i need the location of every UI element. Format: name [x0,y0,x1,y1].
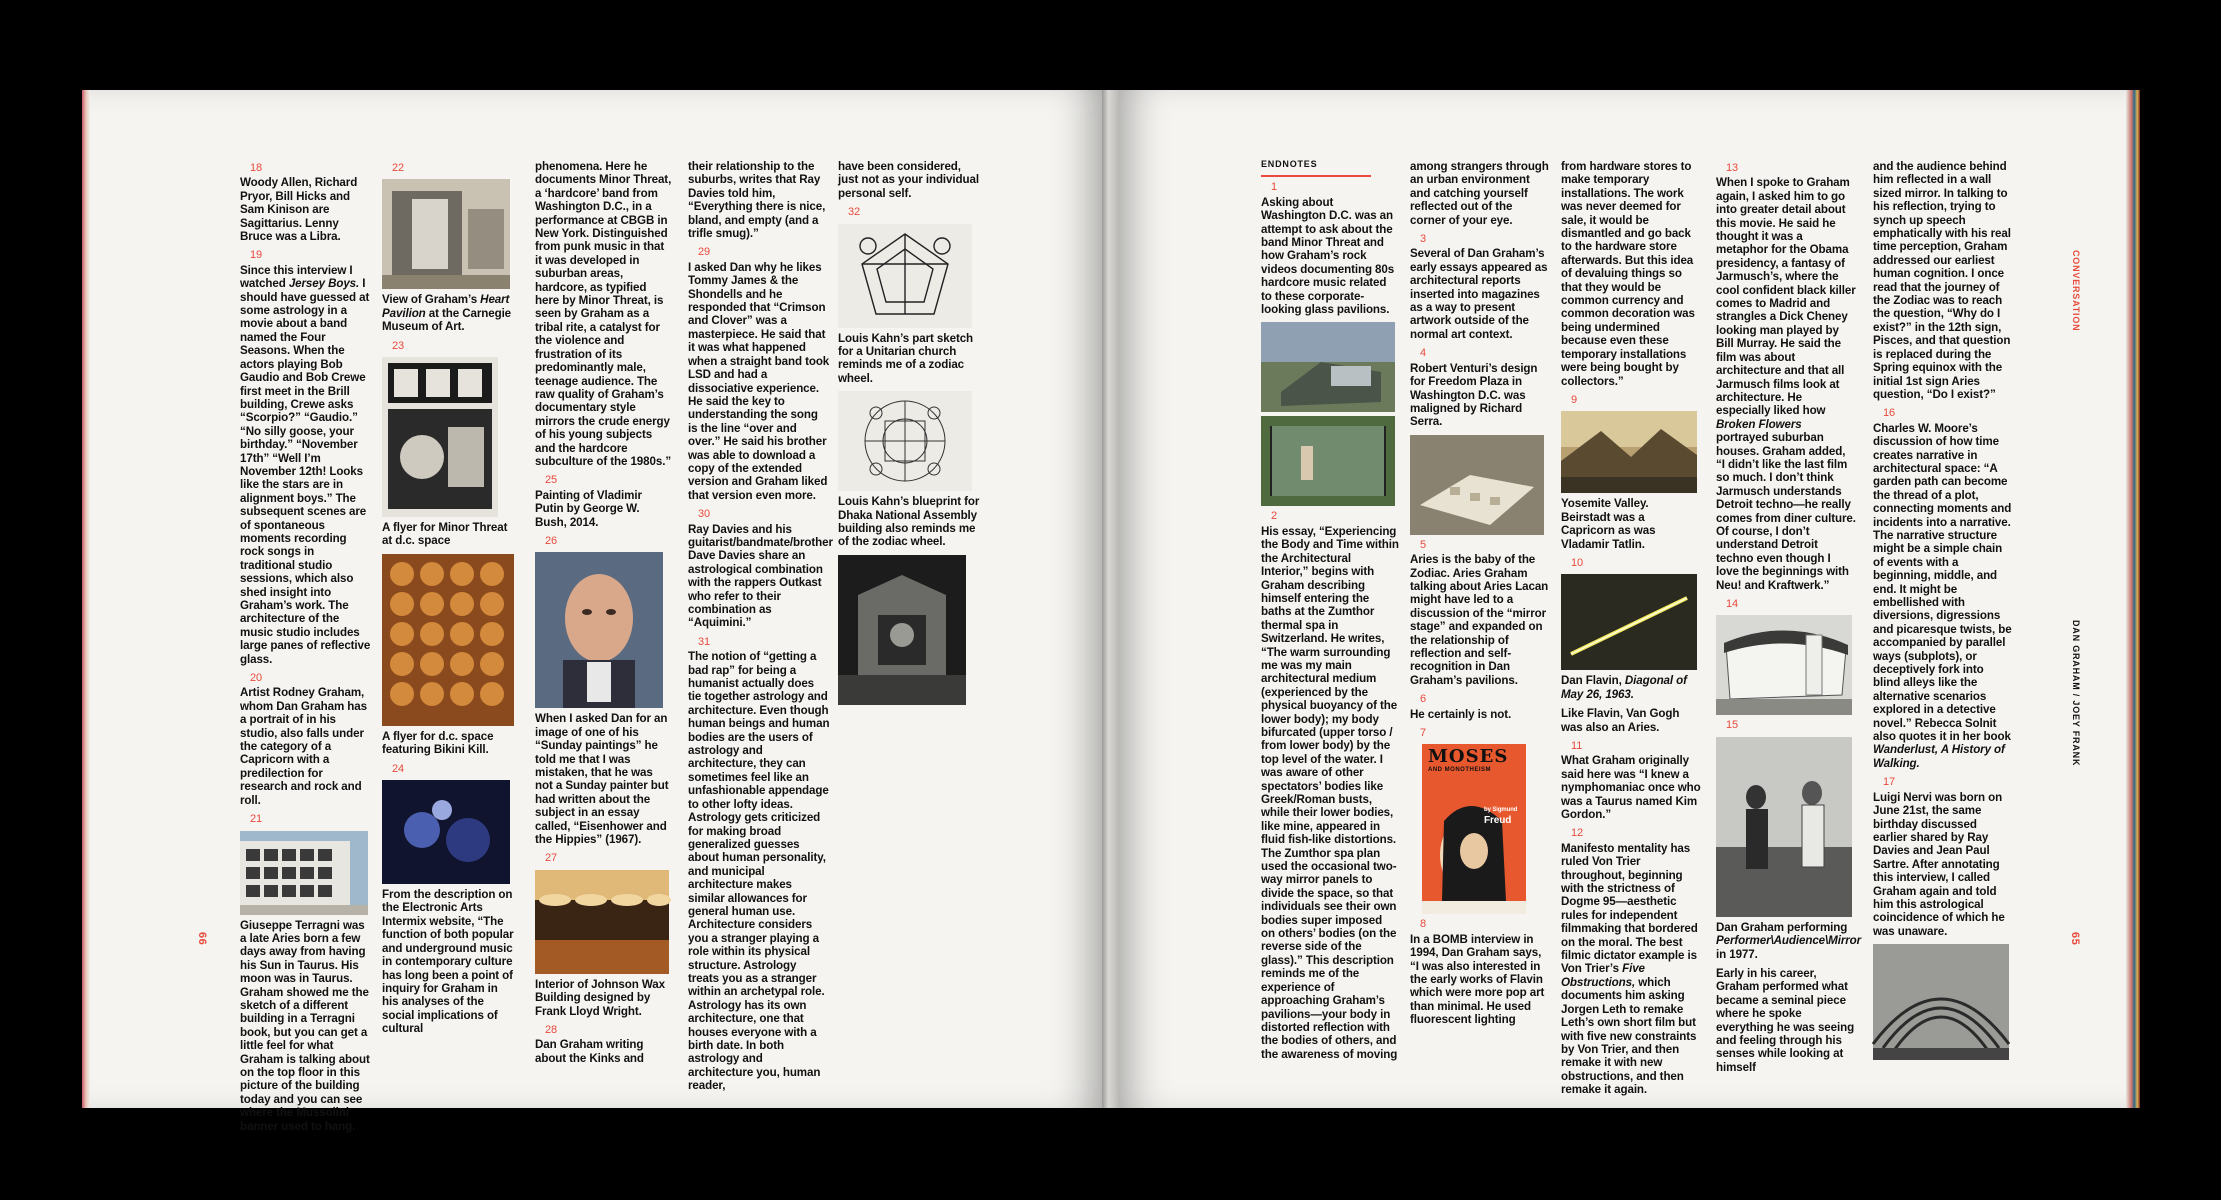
note-text: The notion of “getting a bad rap” for being a humanist actually does tie together astrology and architecture. Even though human beings and human bodies are the users of astrology and architecture, they can sometimes feel like an unfashionable appendage to other lofty ideas. Astrology gets criticized for making broad generalized guesses about human personality, and municipal architecture makes similar allowances for general human use. Architecture considers you a stranger playing a role within its physical structure. Astrology treats you as a stranger within an archetypal role. Astrology has its own architecture, one that houses everyone with a birth date. In both astrology and architecture you, human reader, [688,650,830,1093]
page-number-right: 65 [2069,932,2081,946]
ronchamp-chapel-photo [1716,615,1852,715]
note-number: 22 [392,162,405,174]
note-text: Ray Davies and his guitarist/bandmate/brother Dave Davies share an astrological combination with the rappers Outkast who refer to their combination as “Aquimini.” [688,522,833,630]
note-text: Giuseppe Terragni was a late Aries born a few days away from having his Sun in Taurus. His moon was in Taurus. Graham showed me the sketch of a different building in a Terragni book, but you can get a little feel for what Graham is talking about on the top floor in this picture of the building today and you can see where the Mussolini banner used to hang. [240,918,370,1133]
note-text: Several of Dan Graham’s early essays appeared as architectural reports inserted into magazines as a way to present artwork outside of the normal art context. [1410,247,1548,341]
note-text: Aries is the baby of the Zodiac. Aries Graham talking about Aries Lacan might have led to a discussion of the “mirror stage” and expanded on the relationship of reflection and self-recognition in Dan Graham’s pavilions. [1410,553,1549,687]
note-number: 9 [1571,393,1578,406]
endnotes-heading: ENDNOTES [1261,158,1371,177]
note-text: have been considered, just not as your individual personal self. [838,160,979,200]
note-number: 24 [392,762,405,775]
note-number: 13 [1726,162,1739,174]
note-number: 12 [1571,827,1584,840]
note-text: Artist Rodney Graham, whom Dan Graham has a portrait of in his studio, also falls under the category of a Capricorn with a predilection for research and rock and roll. [240,686,367,807]
running-head-authors: DAN GRAHAM / JOEY FRANK [2071,620,2081,767]
bikini-kill-flyer [382,554,514,726]
note-number: 26 [545,534,558,547]
right-column-2 [1410,160,1550,1033]
note-text: Since this interview I watched Jersey Boys. I should have guessed at some astrology in a movie about a band named the Four Seasons. When the actors playing Bob Gaudio and Bob Crewe first meet in the Brill building, Crewe asks “Scorpio?” “Gaudio.” “No silly goose, your birthday.” “November 17th” “Well I’m November 12th! Looks like the stars are in alignment boys.” The subsequent scenes are of spontaneous moments recording rock songs in traditional studio sessions, which also shed insight into Graham’s work. The architecture of the music studio includes large panes of reflective glass. [240,263,371,666]
moses-monotheism-book-cover [1422,744,1526,914]
note-number: 11 [1571,739,1583,752]
image-caption: View of Graham’s Heart Pavilion at the Carnegie Museum of Art. [382,293,512,334]
note-text: phenomena. Here he documents Minor Threat, a ‘hardcore’ band from Washington D.C., in a performance at CBGB in New York. Distinguished from punk music in that it was developed in suburban areas, hardcore, as typified here by Minor Threat, is seen by Graham as a tribal rite, a catalyst for the violence and frustration of its predominantly male, teenage audience. The raw quality of Graham’s documentary style mirrors the crude energy of his young subjects and the hardcore subculture of the 1980s.” [535,160,672,468]
image-caption: A flyer for Minor Threat at d.c. space [382,521,508,548]
note-text: Charles W. Moore’s discussion of how time creates narrative in architectural space: “A garden path can become the thread of a plot, connecting moments and incidents into a narrative. The narrative structure might be a simple chain of events with a beginning, middle, and end. It might be embellished with diversions, digressions and picaresque twists, be accompanied by parallel ways (subplots), or deceptively fork into blind alleys like the alternative scenarios explored in a detective novel.” Rebecca Solnit also quotes it in her book Wanderlust, A History of Walking. [1873,421,2012,770]
page-number-left: 66 [196,932,208,946]
right-column-1 [1261,158,1399,1067]
note-text: and the audience behind him reflected in a wall sized mirror. In talking to his reflection, trying to synch up speech emphatically with his real time perception, Graham addressed our earliest human cognition. I once read that the journey of the Zodiac was to reach the question, “Why do I exist?” in the 12th sign, Pisces, and that question is replaced during the Spring equinox with the initial 1st sign Aries question, “Do I exist?” [1873,160,2011,401]
note-number: 21 [250,813,263,826]
note-number: 10 [1571,556,1584,569]
note-text: Robert Venturi’s design for Freedom Plaza in Washington D.C. was maligned by Richard Serra. [1410,361,1538,429]
image-caption: Louis Kahn’s blueprint for Dhaka National Assembly building also reminds me of the zodiac wheel. [838,495,980,549]
note-text: Painting of Vladimir Putin by George W. Bush, 2014. [535,488,642,529]
yosemite-painting [1561,411,1697,493]
putin-painting [535,552,663,708]
note-number: 2 [1271,510,1278,523]
note-number: 16 [1883,407,1896,420]
note-text: Dan Graham writing about the Kinks and [535,1038,644,1065]
note-text: Early in his career, Graham performed what became a seminal piece where he spoke everything he was seeing and feeling through his senses while looking at himself [1716,967,1855,1074]
note-number: 8 [1420,918,1427,931]
minor-threat-video-still [382,780,510,884]
note-number: 14 [1726,598,1739,610]
column-4 [688,160,833,1099]
note-number: 15 [1726,719,1739,732]
graham-performance-photo [1716,737,1852,917]
note-number: 5 [1420,538,1427,551]
note-number: 18 [250,162,263,174]
running-head-section: CONVERSATION [2071,250,2081,332]
right-page-edge [2126,90,2140,1108]
note-text: among strangers through an urban environment and catching yourself reflected out of the corner of your eye. [1410,160,1549,227]
column-2 [382,160,514,1042]
book-author: Freud [1484,815,1512,827]
note-text: Manifesto mentality has ruled Von Trier throughout, beginning with the strictness of Dogme 95—aesthetic rules for independent filmmaking that bordered on the moral. The best filmic dictator example is Von Trier’s Five Obstructions, which documents him asking Jorgen Leth to remake Leth’s own short film but with five new constraints by Von Trier, and then remake it with new obstructions, and then remake it again. [1561,841,1698,1097]
note-number: 19 [250,249,263,262]
book-gutter [1102,90,1118,1108]
note-text: Yosemite Valley. Beirstadt was a Capricorn as was Vladamir Tatlin. [1561,497,1656,551]
note-text: He certainly is not. [1410,707,1512,721]
column-3 [535,160,673,1071]
kahn-church-sketch [838,224,972,328]
terragni-building-photo [240,831,368,915]
column-1 [240,160,372,1139]
note-text: Asking about Washington D.C. was an attempt to ask about the band Minor Threat and how Graham’s rock videos documenting 80s hardcore music related to these corporate-looking glass pavilions. [1261,195,1395,317]
note-text: When I spoke to Graham again, I asked him to go into greater detail about this movie. He said he thought it was a metaphor for the Obama presidency, a fantasy of Jarmusch’s, where the cool confident black killer comes to Madrid and strangles a Dick Cheney looking man played by Bill Murray. He said the film was about architecture and that all Jarmusch films look at architecture. He especially liked how Broken Flowers portrayed suburban houses. Graham added, “I didn’t like the last film so much. I don’t think Jarmusch understands Detroit techno—he really comes from diner culture. Of course, I don’t understand Detroit techno even though I love the beginnings with Neu! and Kraftwerk.” [1716,176,1856,592]
note-text: their relationship to the suburbs, writes that Ray Davies told him, “Everything there is nice, bland, and empty (and a trifle smug).” [688,160,826,241]
heart-pavilion-photo [382,179,510,289]
right-column-5 [1873,160,2013,1064]
image-caption: Louis Kahn’s part sketch for a Unitarian church reminds me of a zodiac wheel. [838,331,974,385]
freedom-plaza-model-photo [1410,435,1544,535]
note-text: When I asked Dan for an image of one of his “Sunday paintings” he told me that I was mistaken, that he was not a Sunday painter but had written about the subject in an essay called, “Eisenhower and the Hippies” (1967). [535,712,669,847]
book-title: MOSES [1428,746,1509,768]
pavilion-photo-2 [1261,416,1395,506]
note-number: 28 [545,1024,558,1037]
left-page-edge [82,90,90,1108]
note-number: 25 [545,474,558,487]
image-caption: A flyer for d.c. space featuring Bikini Kill. [382,729,494,757]
right-page [1118,90,2126,1108]
minor-threat-flyer [382,357,498,517]
nervi-building-photo [1873,944,2009,1060]
book-by: by Sigmund [1484,807,1518,814]
column-5 [838,160,980,709]
note-number: 31 [698,635,711,648]
note-text: In a BOMB interview in 1994, Dan Graham says, “I was also interested in the early works of Flavin which were more pop art than minimal. He used fluorescent lighting [1410,932,1545,1027]
left-page [90,90,1102,1133]
note-text: His essay, “Experiencing the Body and Time within the Architectural Interior,” begins with Graham describing himself entering the baths at the Zumthor thermal spa in Switzerland. He writes, “The warm surrounding me was my main architectural medium (experienced by the physical buoyancy of the lower body); my body bifurcated (upper torso / from lower body) by the top level of the water. I was aware of other spectators’ bodies like Greek/Roman busts, while their lower bodies, like mine, appeared in fluid fish-like distortions. The Zumthor spa plan used the occasional two-way mirror panels to divide the space, so that individuals see their own bodies super imposed on others’ bodies (on the reverse side of the glass).” This description reminds me of the experience of approaching Graham’s pavilions—your body in distorted reflection with the bodies of others, and the awareness of moving [1261,524,1399,1061]
kahn-dhaka-blueprint [838,391,972,491]
note-number: 4 [1420,347,1427,360]
note-number: 17 [1883,776,1896,789]
note-text: From the description on the Electronic Arts Intermix website, “The function of both popular and underground music in contemporary culture has long been a point of inquiry for Graham in his analyses of the social implications of cultural [382,888,514,1036]
note-number: 30 [698,508,711,521]
pavilion-photo-1 [1261,322,1395,412]
flavin-diagonal-photo [1561,574,1697,670]
dhaka-building-photo [838,555,966,705]
note-text: Like Flavin, Van Gogh was also an Aries. [1561,707,1680,734]
note-number: 27 [545,852,558,865]
note-text: Woody Allen, Richard Pryor, Bill Hicks and Sam Kinison are Sagittarius. Lenny Bruce was a Libra. [240,176,358,244]
note-number: 32 [848,206,861,219]
note-text: What Graham originally said here was “I knew a nymphomaniac once who was a Taurus named Kim Gordon.” [1561,754,1701,821]
note-number: 3 [1420,233,1427,246]
image-caption: Dan Flavin, Diagonal of May 26, 1963. [1561,674,1687,701]
right-column-4 [1716,160,1862,1080]
note-number: 6 [1420,693,1427,706]
note-number: 7 [1420,727,1427,739]
right-column-3 [1561,160,1701,1103]
johnson-wax-photo [535,870,669,974]
note-number: 23 [392,339,405,352]
note-number: 1 [1271,181,1278,194]
note-text: from hardware stores to make temporary installations. The work was never deemed for sale, it would be dismantled and go back to the hardware store afterwards. But this idea of devaluing things so that they would be common currency and common decoration was being undermined because even these temporary installations were being bought by collectors.” [1561,160,1695,388]
note-text: Luigi Nervi was born on June 21st, the same birthday discussed earlier shared by Ray Davies and Jean Paul Sartre. After annotating this interview, I called Graham again and told him this astrological coincidence of which he was unaware. [1873,790,2005,938]
book-subtitle: AND MONOTHEISM [1428,766,1491,773]
note-number: 29 [698,246,711,259]
image-caption: Dan Graham performing Performer\Audience\Mirror in 1977. [1716,920,1862,961]
note-number: 20 [250,672,263,685]
note-text: I asked Dan why he likes Tommy James & the Shondells and he responded that “Crimson and Clover” was a masterpiece. He said that it was what happened when a straight band took LSD and had a dissociative experience. He said the key to understanding the song is the line “over and over.” He said his brother was able to download a copy of the extended version and Graham liked that version even more. [688,260,830,502]
image-caption: Interior of Johnson Wax Building designed by Frank Lloyd Wright. [535,977,665,1018]
